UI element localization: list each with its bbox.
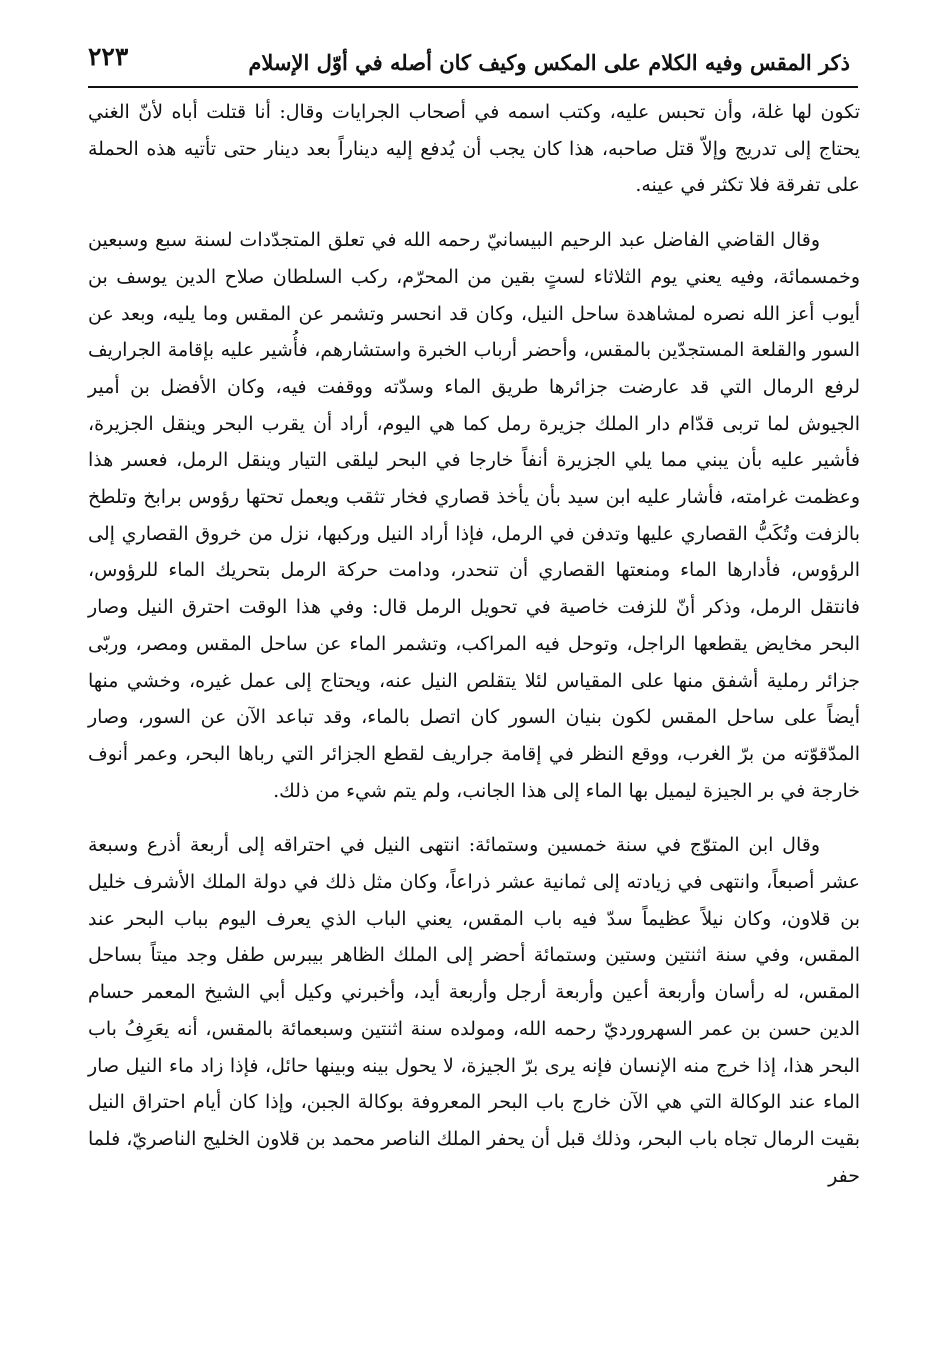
- body-text: [88, 94, 860, 1194]
- page-number: ٢٢٣: [88, 42, 129, 71]
- running-header: [88, 38, 850, 82]
- header-rule: [88, 86, 858, 88]
- paragraph-3: وقال ابن المتوّج في سنة خمسين وستمائة: انتهى النيل في احتراقه إلى أربعة أذرع وسبعة عشر أصبعاً، وانتهى في زيادته إلى ثمانية عشر ذراعاً، وكان مثل ذلك في دولة الملك الأشرف خليل بن قلاون، وكان نيلاً عظيماً سدّ فيه باب المقس، يعني الباب الذي يعرف اليوم بباب البحر عند المقس، وفي سنة اثنتين وستين وستمائة أحضر إلى الملك الظاهر بيبرس طفل وجد ميتاً بساحل المقس، له رأسان وأربعة أعين وأربعة أرجل وأربعة أيد، وأخبرني وكيل أبي الشيخ المعمر حسام الدين حسن بن عمر السهرورديّ رحمه الله، ومولده سنة اثنتين وسبعمائة بالمقس، أنه يعَرِفُ باب البحر هذا، إذا خرج منه الإنسان فإنه يرى برّ الجيزة، لا يحول بينه وبينها حائل، فإذا زاد ماء النيل صار الماء عند الوكالة التي هي الآن خارج باب البحر المعروفة بوكالة الجبن، وإذا كان أيام احتراق النيل بقيت الرمال تجاه باب البحر، وذلك قبل أن يحفر الملك الناصر محمد بن قلاون الخليج الناصريّ، فلما حفر: [88, 834, 860, 1187]
- paragraph-2: وقال القاضي الفاضل عبد الرحيم البيسانيّ رحمه الله في تعلق المتجدّدات لسنة سبع وسبعين وخمسمائة، وفيه يعني يوم الثلاثاء لستٍ بقين من المحرّم، ركب السلطان صلاح الدين يوسف بن أيوب أعز الله نصره لمشاهدة ساحل النيل، وكان قد انحسر وتشمر عن المقس وما يليه، وبعد عن السور والقلعة المستجدّين بالمقس، وأحضر أرباب الخبرة واستشارهم، فأُشير عليه بإقامة الجراريف لرفع الرمال التي قد عارضت جزائرها طريق الماء وسدّته ووقفت فيه، وكان الأفضل بن أمير الجيوش لما تربى قدّام دار الملك جزيرة رمل كما هي اليوم، أراد أن يقرب البحر وينقل الجزيرة، فأشير عليه بأن يبني مما يلي الجزيرة أنفاً خارجا في البحر ليلقى التيار وينقل الرمل، فعسر هذا وعظمت غرامته، فأشار عليه ابن سيد بأن يأخذ قصاري فخار تثقب ويعمل تحتها رؤوس برابخ وتلطخ بالزفت وتُكَبُّ القصاري عليها وتدفن في الرمل، فإذا أراد النيل وركبها، نزل من خروق القصاري إلى الرؤوس، فأدارها الماء ومنعتها القصاري أن تنحدر، ودامت حركة الرمل بتحريك الماء للرؤوس، فانتقل الرمل، وذكر أنّ للزفت خاصية في تحويل الرمل قال: وفي هذا الوقت احترق النيل وصار البحر مخايض يقطعها الراجل، وتوحل فيه المراكب، وتشمر الماء عن ساحل المقس ومصر، وربّى جزائر رملية أشفق منها على المقياس لئلا يتقلص النيل عنه، ويحتاج إلى عمل غيره، وخشي منها أيضاً على ساحل المقس لكون بنيان السور كان اتصل بالماء، وقد تباعد الآن عن السور، وصار المدّقوّته من برّ الغرب، ووقع النظر في إقامة جراريف لقطع الجزائر التي رباها البحر، وعمر أنوف خارجة في بر الجيزة ليميل بها الماء إلى هذا الجانب، ولم يتم شيء من ذلك.: [88, 229, 860, 802]
- paragraph-1: تكون لها غلة، وأن تحبس عليه، وكتب اسمه في أصحاب الجرايات وقال: أنا قتلت أباه لأنّ الغني يحتاج إلى تدريج وإلاّ قتل صاحبه، هذا كان يجب أن يُدفع إليه ديناراً بعد دينار حتى تأتيه هذه الحملة على تفرقة فلا تكثر في عينه.: [88, 101, 860, 197]
- running-title: ذكر المقس وفيه الكلام على المكس وكيف كان أصله في أوّل الإسلام: [248, 50, 850, 75]
